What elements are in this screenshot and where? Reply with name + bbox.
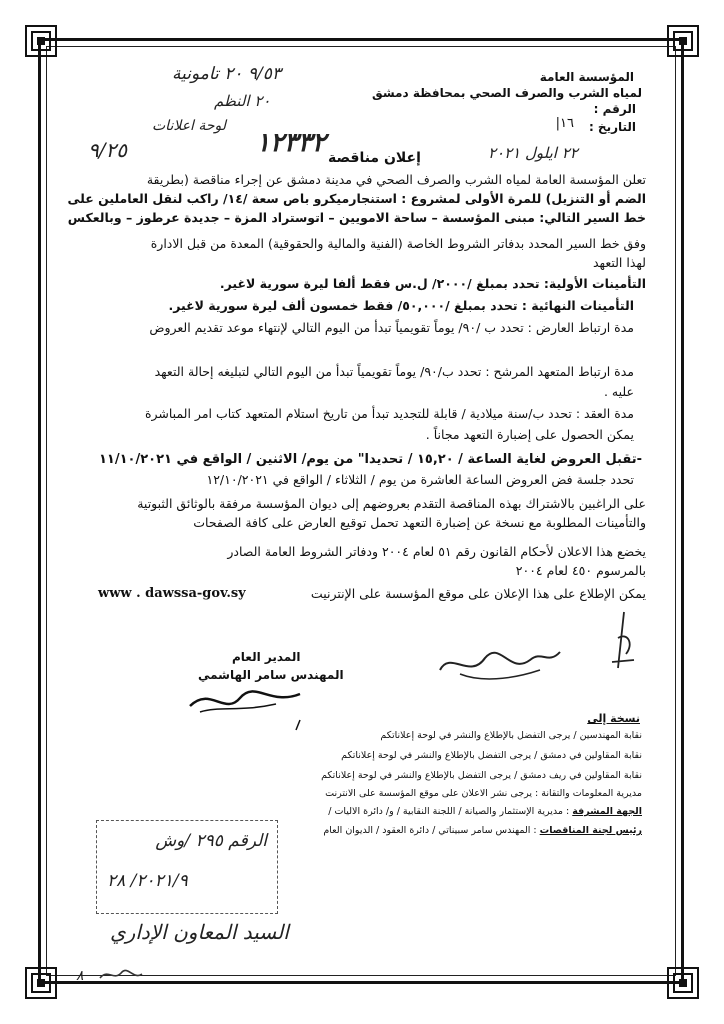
- stamp-number: الرقم ٢٩٥ /وش: [155, 831, 267, 851]
- initial-insurance: التأمينات الأولية: تحدد بمبلغ /٢٠٠٠/ ل.س فقط ألفا ليرة سورية لاغير.: [219, 276, 646, 291]
- initials-scribble-icon: [604, 608, 644, 678]
- signature-scribble-icon: [430, 630, 570, 690]
- signatory-name: المهندس سامر الهاشمي: [198, 668, 344, 682]
- handwritten-note: ٩/٢٥: [88, 138, 127, 162]
- body-line: يخضع هذا الاعلان لأحكام القانون رقم ٥١ لعام ٢٠٠٤ ودفاتر الشروط العامة الصادر: [227, 544, 646, 559]
- bidder-commitment-period: مدة ارتباط العارض : تحدد ب /٩٠/ يوماً تقويمياً تبدأ من اليوم التالي لإنتهاء موعد تقديم العروض: [149, 320, 634, 335]
- corner-ornament-icon: [24, 966, 58, 1000]
- copy-to-heading: نسخة إلى: [587, 712, 640, 725]
- org-name-line2: لمياه الشرب والصرف الصحي بمحافظة دمشق: [372, 86, 642, 100]
- body-line: لهذا التعهد: [593, 255, 646, 270]
- tender-file-note: يمكن الحصول على إضبارة التعهد مجاناً .: [425, 427, 634, 442]
- copy-to-item: مديرية المعلومات والتقانة : يرجى نشر الاعلان على موقع المؤسسة على الانترنت: [325, 788, 642, 799]
- number-value: ١٦|: [555, 116, 574, 131]
- org-name-line1: المؤسسة العامة: [539, 70, 634, 84]
- tender-committee: [323, 825, 642, 836]
- body-line: الضم أو التنزيل) للمرة الأولى لمشروع : استنجارميكرو باص سعة /١٤/ راكب لنقل العاملين على: [67, 191, 646, 206]
- stamp-date: ٢٠٢١/٩/ ٢٨: [107, 871, 188, 891]
- date-value: ٢٢ ايلول ٢٠٢١: [488, 144, 578, 162]
- body-line: بالمرسوم ٤٥٠ لعام ٢٠٠٤: [515, 563, 646, 578]
- handwritten-note: ٢٠ النظم: [214, 92, 271, 110]
- supervisor-label: الجهة المشرفة: [572, 806, 642, 817]
- contract-duration: مدة العقد : تحدد ب/سنة ميلادية / قابلة للتجديد تبدأ من تاريخ استلام المتعهد كتاب امر المباشرة: [144, 406, 634, 421]
- copy-to-item: نقابة المقاولين في دمشق / يرجى التفضل بالإطلاع والنشر في لوحة إعلاناتكم: [341, 750, 642, 761]
- committee-label: رئيس لجنة المناقصات: [539, 825, 642, 836]
- number-label: الرقم :: [593, 102, 636, 116]
- handwritten-note: لوحة اعلانات: [152, 118, 227, 134]
- corner-ornament-icon: [24, 24, 58, 58]
- supervisor-text: : مديرية الإستثمار والصيانة / اللجنة النقابية / و/ دائرة الاليات /: [328, 806, 570, 817]
- website-note: يمكن الإطلاع على هذا الإعلان على موقع المؤسسة على الإنترنيت: [310, 586, 646, 601]
- page-mark: ٨: [76, 968, 84, 984]
- body-line: والتأمينات المطلوبة مع نسخة عن إضبارة التعهد تحمل توقيع العارض على كافة الصفحات: [193, 515, 646, 530]
- initial-mark-icon: [96, 962, 146, 986]
- handwritten-note: ٩/٥٣ ٢٠ تامونية: [172, 64, 281, 84]
- website-url[interactable]: www . dawssa-gov.sy: [98, 586, 246, 601]
- submission-deadline: -تقبل العروض لغاية الساعة / ١٥,٢٠ / تحديدا" من يوم/ الاثنين / الواقع في ١١/١٠/٢٠٢١: [98, 452, 642, 467]
- committee-text: : المهندس سامر سبيناتي / دائرة العقود / الديوان العام: [323, 825, 537, 836]
- date-label: التاريخ :: [588, 120, 636, 134]
- registration-number: ١٢٣٣٢: [256, 128, 326, 158]
- body-line: على الراغبين بالاشتراك بهذه المناقصة التقدم بعروضهم إلى ديوان المؤسسة مرفقة بالوثائق الثبوتية: [137, 496, 646, 511]
- incoming-stamp: [96, 820, 278, 914]
- copy-to-item: نقابة المهندسين / يرجى التفضل بالإطلاع والنشر في لوحة إعلاناتكم: [380, 730, 642, 741]
- body-line: تعلن المؤسسة العامة لمياه الشرب والصرف الصحي في مدينة دمشق عن إجراء مناقصة (بطريقة: [146, 172, 646, 187]
- nominee-commitment-period-cont: عليه .: [603, 384, 634, 399]
- copy-to-item: نقابة المقاولين في ريف دمشق / يرجى التفضل بالإطلاع والنشر في لوحة إعلاناتكم: [321, 770, 642, 781]
- corner-ornament-icon: [666, 24, 700, 58]
- body-line: وفق خط السير المحدد بدفاتر الشروط الخاصة (الفنية والمالية والحقوقية) المعدة من قبل الادارة: [150, 236, 646, 251]
- final-insurance: التأمينات النهائية : تحدد بمبلغ /٥٠,٠٠٠/ فقط خمسون ألف ليرة سورية لاغير.: [168, 298, 634, 313]
- handwritten-addressee: السيد المعاون الإداري: [110, 920, 289, 944]
- body-line: خط السير التالي: مبنى المؤسسة – ساحة الامويين – اتوستراد المزة – جديدة عرطوز – وبالعكس: [67, 210, 646, 225]
- signatory-title: المدير العام: [232, 650, 301, 664]
- nominee-commitment-period: مدة ارتباط المتعهد المرشح : تحدد ب/٩٠/ يوماً تقويمياً تبدأ من اليوم التالي لتبليغه إحالة التعهد: [154, 364, 634, 379]
- supervising-party: [328, 806, 642, 817]
- document-title: إعلان مناقصة: [328, 150, 421, 166]
- director-signature-icon: [180, 676, 310, 736]
- corner-ornament-icon: [666, 966, 700, 1000]
- opening-session: تحدد جلسة فض العروض الساعة العاشرة من يوم / الثلاثاء / الواقع في ١٢/١٠/٢٠٢١: [206, 472, 634, 487]
